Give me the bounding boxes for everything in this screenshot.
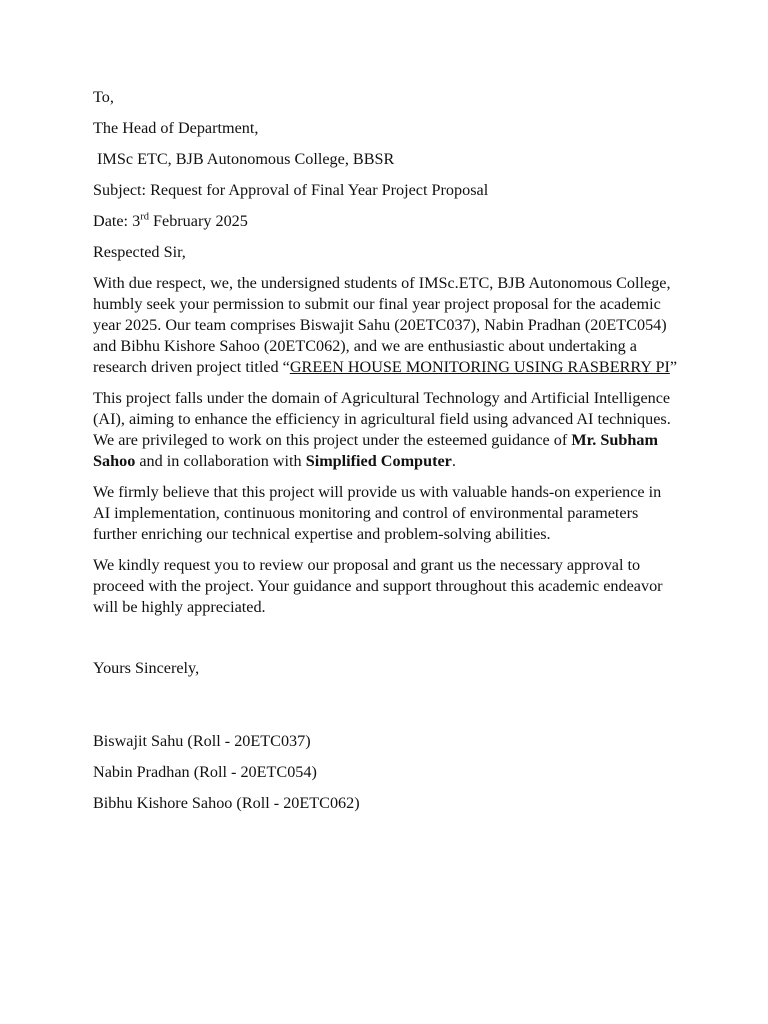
salutation-to: To, xyxy=(93,88,114,106)
signatory: Biswajit Sahu (Roll - 20ETC037) xyxy=(93,732,311,750)
date-superscript: rd xyxy=(140,211,149,223)
domain-text-b: and in collaboration with xyxy=(135,452,306,470)
closing: Yours Sincerely, xyxy=(93,659,200,677)
date-suffix: February 2025 xyxy=(148,212,248,230)
subject-line: Subject: Request for Approval of Final Year Project Proposal xyxy=(93,181,489,199)
paragraph-belief: We firmly believe that this project will provide us with valuable hands-on experience in AI implementation, continuous monitoring and control of environmental parameters further enriching our technical expertise and problem-solving abilities. xyxy=(93,483,662,543)
project-title: GREEN HOUSE MONITORING USING RASBERRY PI xyxy=(289,358,670,376)
intro-end-quote: ” xyxy=(669,358,678,376)
date-prefix: Date: 3 xyxy=(93,212,141,230)
collaborator-name: Simplified Computer xyxy=(305,452,452,470)
intro-text: With due respect, we, the undersigned students of IMSc.ETC, BJB Autonomous College, humbly seek your permission to submit our final year project proposal for the academic year 2025. Our team comprises Biswajit Sahu (20ETC037), Nabin Pradhan (20ETC054) and Bibhu Kishore Sahoo (20ETC062), and we are enthusiastic about undertaking a research driven project titled “ xyxy=(93,274,671,376)
signatory: Bibhu Kishore Sahoo (Roll - 20ETC062) xyxy=(93,794,360,812)
signatory: Nabin Pradhan (Roll - 20ETC054) xyxy=(93,763,317,781)
paragraph-request: We kindly request you to review our proposal and grant us the necessary approval to proceed with the project. Your guidance and support throughout this academic endeavor will be highly appreciated. xyxy=(93,556,663,616)
institution: IMSc ETC, BJB Autonomous College, BBSR xyxy=(93,150,395,168)
recipient: The Head of Department, xyxy=(93,119,259,137)
guide-name: Mr. Subham Sahoo xyxy=(93,431,658,470)
date-line xyxy=(93,211,678,232)
greeting: Respected Sir, xyxy=(93,243,186,261)
paragraph-intro xyxy=(93,273,678,378)
domain-text-a: This project falls under the domain of Agricultural Technology and Artificial Intelligence (AI), aiming to enhance the efficiency in agricultural field using advanced AI techniques. We are privileged to work on this project under the esteemed guidance of xyxy=(93,389,671,449)
paragraph-domain xyxy=(93,388,678,472)
domain-text-c: . xyxy=(451,452,456,470)
